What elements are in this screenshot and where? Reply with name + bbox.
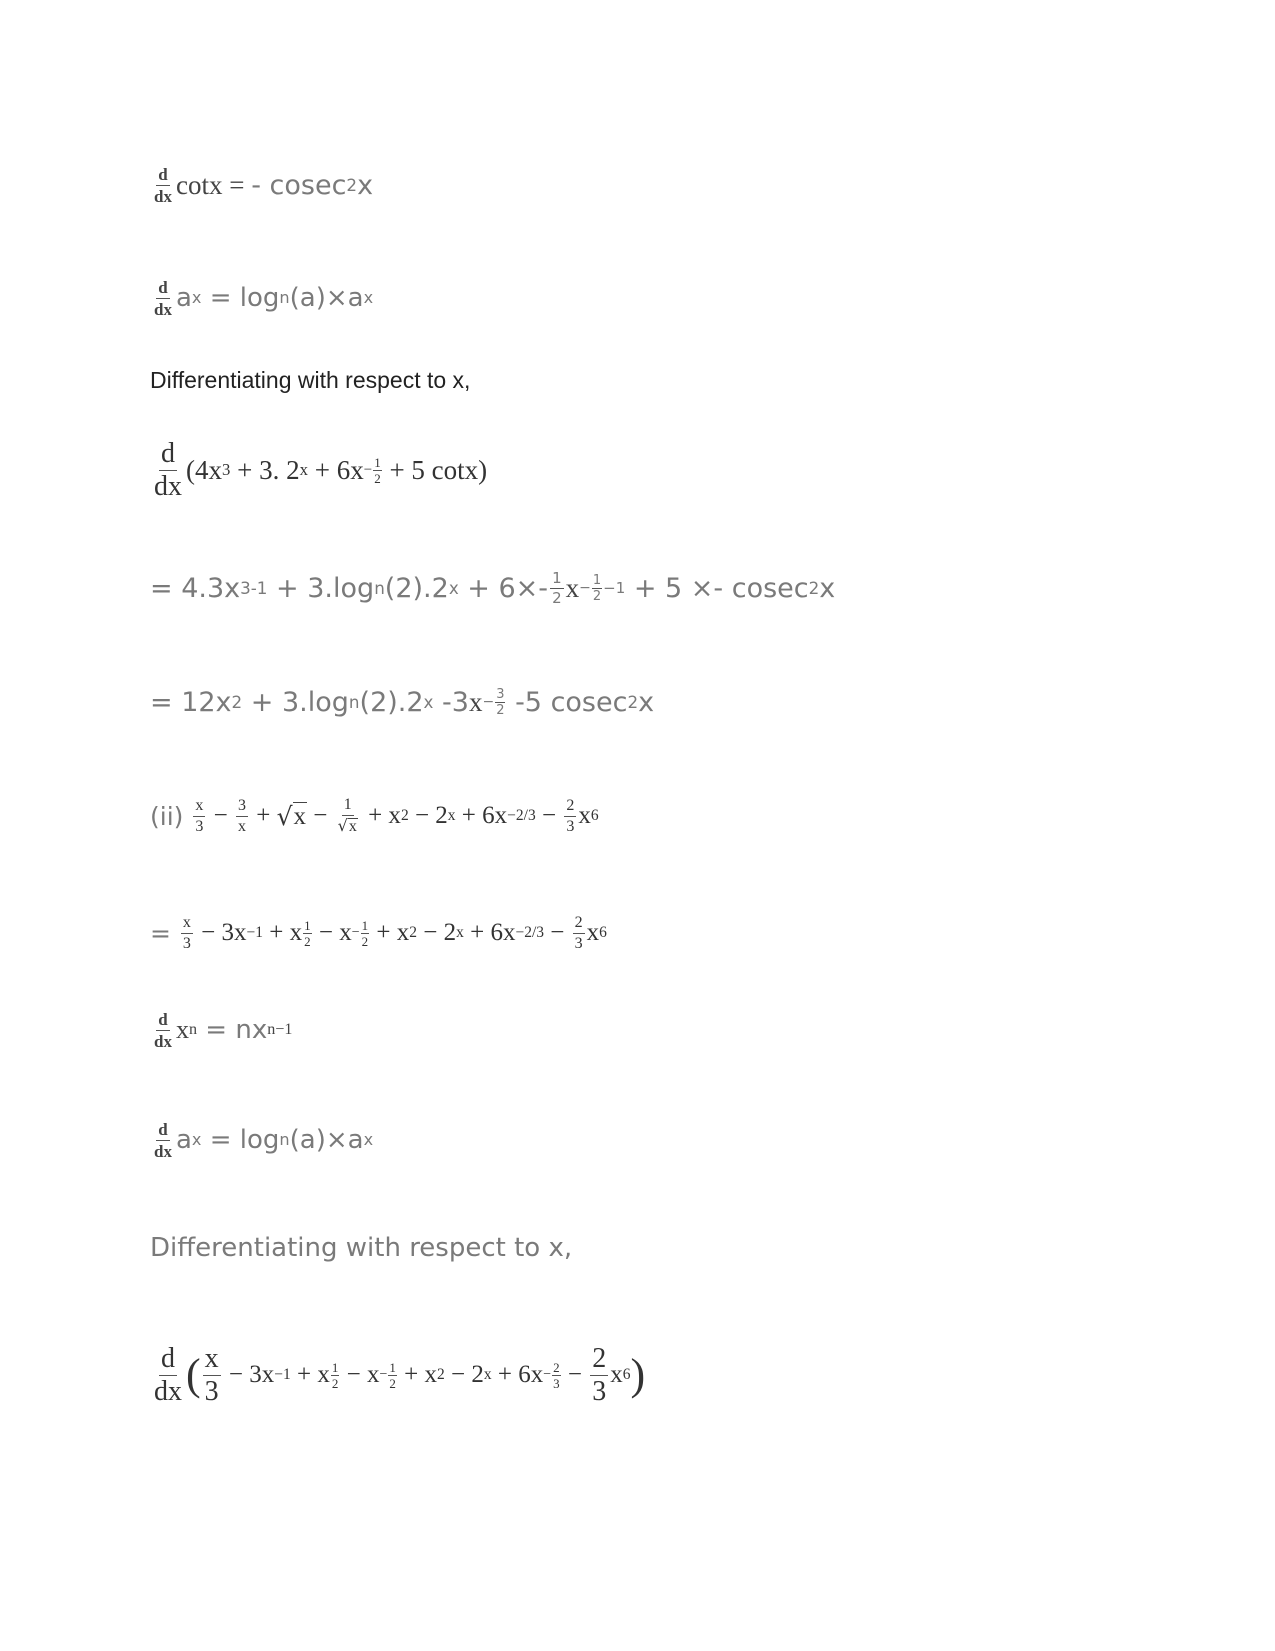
d-dx-operator: $\frac{d}{dx}$ bbox=[154, 164, 172, 206]
exponent-fraction: $\frac{3}{2}$ bbox=[496, 686, 505, 718]
formula-part-ii: (ii) $\frac{x}{3}$ − $\frac{3}{x}$ + √ x − 1 √ x + x 2 − 2 x + 6x −2/3 − $\frac{2}{3}$ x 6 bbox=[150, 796, 599, 835]
exponent-fraction: $\frac{1}{2}$ bbox=[592, 572, 602, 604]
exponent-fraction: $\frac{1}{2}$ bbox=[374, 454, 381, 486]
exponent-fraction: $\frac{1}{2}$ bbox=[304, 917, 311, 949]
coefficient-fraction: $\frac{1}{2}$ bbox=[552, 568, 562, 607]
fraction-x-over-3: $\frac{x}{3}$ bbox=[195, 796, 204, 835]
fraction-3-over-x: $\frac{3}{x}$ bbox=[237, 796, 246, 835]
fraction-2-over-3: $\frac{2}{3}$ bbox=[566, 796, 575, 835]
formula-derivative-exponential: $\frac{d}{dx}$ a x = log n (a)×a x bbox=[154, 277, 374, 319]
square-root: √ x bbox=[276, 801, 307, 831]
formula-rewritten: = $\frac{x}{3}$ − 3x −1 + x $\frac{1}{2}$ − x − $\frac{1}{2}$ + x 2 − 2 x + 6x −2/3 − $\frac{2}{3}$ x 6 bbox=[150, 913, 607, 952]
exponent-fraction: $\frac{1}{2}$ bbox=[331, 1359, 339, 1391]
formula-derivative-exponential-2: $\frac{d}{dx}$ a x = log n (a)×a x bbox=[154, 1119, 374, 1161]
fraction-1-over-root-x: 1 √ x bbox=[337, 796, 357, 835]
exponent-fraction: $\frac{1}{2}$ bbox=[389, 1359, 396, 1391]
formula-expression-2: $\frac{d}{dx}$ ( $\frac{x}{3}$ − 3x −1 + x $\frac{1}{2}$ − x − $\frac{1}{2}$ + x 2 − 2 x + 6x − $\frac{2}{3}$ − $\frac{2}{3}$ x 6 ) bbox=[154, 1342, 646, 1407]
exponent-fraction: $\frac{2}{3}$ bbox=[553, 1359, 560, 1391]
fraction-x-over-3: $\frac{x}{3}$ bbox=[204, 1342, 219, 1407]
formula-step-2: = 12x 2 + 3.log n (2).2 x -3 x − $\frac{3}{2}$ -5 cosec 2 x bbox=[150, 686, 655, 718]
formula-step-1: = 4.3x 3-1 + 3.log n (2).2 x + 6×- $\frac{1}{2}$ x − $\frac{1}{2}$ −1 + 5 ×- cosec 2 x bbox=[150, 568, 836, 607]
d-dx-operator: $\frac{d}{dx}$ bbox=[154, 1342, 182, 1407]
exponent-fraction: $\frac{1}{2}$ bbox=[361, 917, 369, 949]
d-dx-operator: $\frac{d}{dx}$ bbox=[154, 1009, 172, 1051]
text-differentiating-1: Differentiating with respect to x, bbox=[150, 366, 471, 393]
formula-derivative-cot: $\frac{d}{dx}$ cotx = - cosec 2 x bbox=[154, 164, 374, 206]
fraction-x-over-3: $\frac{x}{3}$ bbox=[182, 913, 191, 952]
fraction-2-over-3: $\frac{2}{3}$ bbox=[574, 913, 583, 952]
text-differentiating-2: Differentiating with respect to x, bbox=[150, 1233, 573, 1263]
d-dx-operator: $\frac{d}{dx}$ bbox=[154, 277, 172, 319]
fraction-2-over-3: $\frac{2}{3}$ bbox=[592, 1342, 607, 1407]
formula-expression-1: $\frac{d}{dx}$ (4x 3 + 3. 2 x + 6x − $\frac{1}{2}$ + 5 cotx) bbox=[154, 437, 488, 502]
d-dx-operator: $\frac{d}{dx}$ bbox=[154, 1119, 172, 1161]
d-dx-operator: $\frac{d}{dx}$ bbox=[154, 437, 182, 502]
formula-power-rule: $\frac{d}{dx}$ x n = nx n−1 bbox=[154, 1009, 293, 1051]
